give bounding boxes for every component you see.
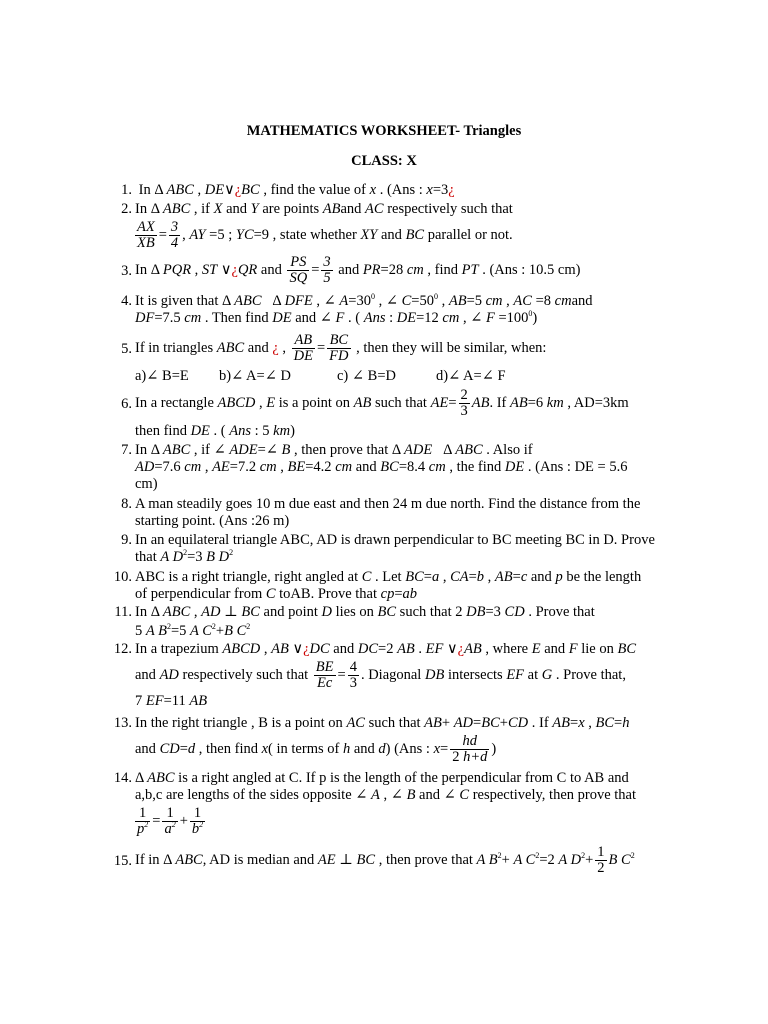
question-text: If in Δ ABC, AD is median and AE ⊥ BC , then prove that A $B^2+ A$ $C^2=2$ A $D^2+$ $\frac{1}{2}$ B $C^2$ [135,844,635,876]
question-text: Δ ABC is a right angled at C. If p is the length of the perpendicular from C to AB and a,b,c are lengths of the sides opposite ∠ A , ∠ B and ∠ C respectively, then prove that $\frac{1}{p^2}$ = $\frac{1}{a^2}$ + $\frac{1}{b^2}$ [135,770,637,837]
question-2 [112,201,682,251]
question-text: In a trapezium ABCD , AB ∨¿DC and DC=2 AB . EF ∨¿AB , where E and F lie on BC and AD respectively such that $\frac{BE}{Ec}$ = $\frac{4}{3}$ . Diagonal DB intersects EF at G . Prove that, 7 EF=11 AB [135,641,637,709]
question-7 [112,442,682,493]
question-number: 1. [121,182,132,198]
question-5 [112,333,682,385]
question-number: 10. [113,569,132,585]
class-label: CLASS: X [351,153,417,169]
question-number: 5. [121,341,132,357]
question-number: 7. [121,442,132,458]
question-text: In Δ ABC , if X and Y are points ABand AC respectively such that $\frac{AX}{XB}$ = $\frac{3}{4}$ , AY =5 ; YC=9 , state whether XY and BC parallel or not. [135,201,513,251]
question-text: In the right triangle , B is a point on AC such that AB+ AD=BC+CD . If AB=x , BC=h and CD=d , then find x( in terms of h and d) (Ans : x= $\frac{hd}{2 h+d}$ ) [135,715,630,765]
question-number: 12. [113,641,132,657]
question-text: ABC is a right triangle, right angled at C . Let BC=a , CA=b , AB=c and p be the length of perpendicular from C toAB. Prove that cp=ab [135,569,642,602]
question-text: In a rectangle ABCD , E is a point on AB such that AE= $\frac{2}{3}$ AB. If AB=6 km , AD=3km then find DE . ( Ans : 5 km) [135,387,629,439]
question-number: 3. [121,263,132,279]
question-10 [112,569,682,603]
question-number: 14. [113,770,132,786]
question-number: 15. [113,853,132,869]
question-text: A man steadily goes 10 m due east and then 24 m due north. Find the distance from the starting point. (Ans :26 m) [135,496,641,529]
question-4 [112,293,682,327]
question-number: 6. [121,396,132,412]
question-9 [112,532,682,566]
question-number: 2. [121,201,132,217]
question-13 [112,715,682,765]
question-3 [112,255,682,286]
question-text: In Δ PQR , ST ∨¿QR and $\frac{PS}{SQ}$ = $\frac{3}{5}$ and PR=28 cm , find PT . (Ans : 10.5 cm) [135,254,581,286]
question-number: 11. [114,604,132,620]
question-6 [112,388,682,440]
question-number: 9. [121,532,132,548]
option-d: d)∠ A=∠ F [436,368,506,384]
question-text: In Δ ABC , DE∨¿BC , find the value of x . (Ans : x=3¿ [135,182,455,198]
question-text: In Δ ABC , AD ⊥ BC and point D lies on BC such that 2 DB=3 CD . Prove that 5 A $B^2=5$ A $C^2+B$ $C^2$ [135,604,595,639]
question-text: It is given that Δ ABC Δ DFE , ∠ $A=30^0$ , ∠ $C=50^0$ , AB=5 cm , AC =8 cmand DF=7.5 cm . Then find DE and ∠ F . ( Ans : DE=12 cm , ∠ $F =100^0$) [135,292,593,326]
q5-options [135,368,682,385]
question-text: In Δ ABC , if ∠ ADE=∠ B , then prove that Δ ADE Δ ABC . Also if AD=7.6 cm , AE=7.2 cm , BE=4.2 cm and BC=8.4 cm , the find DE . (Ans : DE = 5.6 cm) [135,442,628,492]
question-text: In an equilateral triangle ABC, AD is drawn perpendicular to BC meeting BC in D. Prove that A $D^2=3$ B $D^2$ [135,532,655,565]
question-15 [112,845,682,876]
worksheet-title: MATHEMATICS WORKSHEET- Triangles [246,123,522,139]
question-text: If in triangles ABC and ¿ , $\frac{AB}{DE}$ = $\frac{BC}{FD}$ , then they will be similar, when: a)∠ B=E b)∠ A=∠ D c) ∠ B=D d)∠ A=∠ F [135,333,682,385]
question-1 [112,182,682,199]
question-number: 13. [113,715,132,731]
question-number: 8. [121,496,132,512]
question-14 [112,770,682,837]
question-number: 4. [121,293,132,309]
question-8 [112,496,682,530]
question-12 [112,641,682,710]
option-b: b)∠ A=∠ D [219,368,291,384]
option-c: c) ∠ B=D [337,368,396,384]
question-11 [112,604,682,640]
option-a: a)∠ B=E [135,368,189,384]
